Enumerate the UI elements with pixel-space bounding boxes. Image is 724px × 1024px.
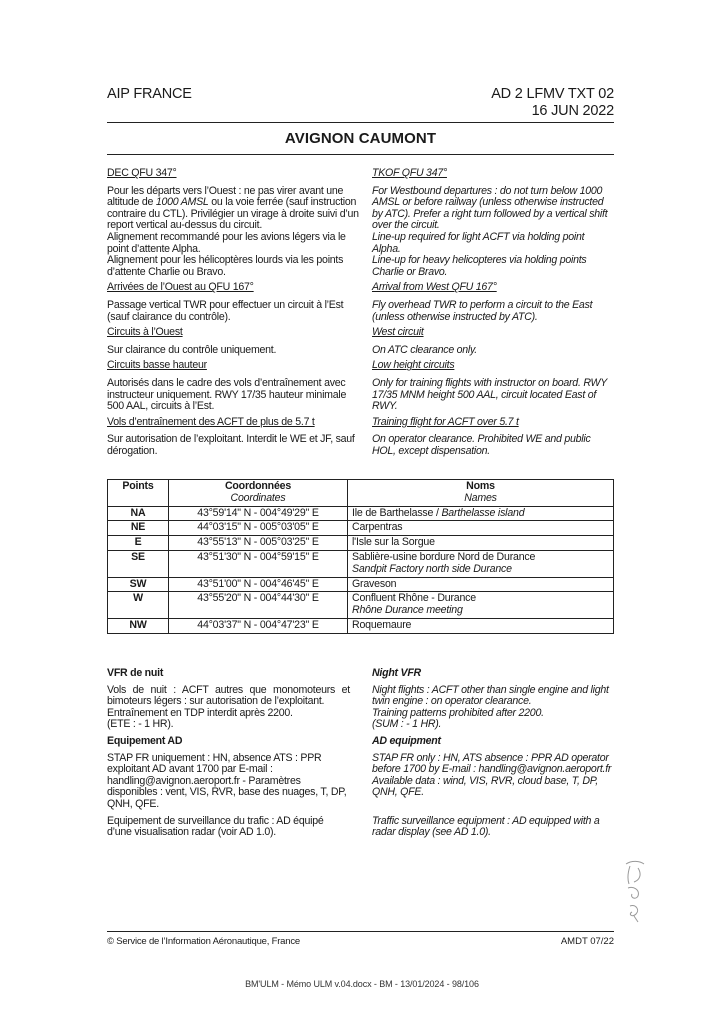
low-circuit-title-fr: Circuits basse hauteur <box>107 359 207 372</box>
training-title-en: Training flight for ACFT over 5.7 t <box>372 415 519 428</box>
dec-title-en: TKOF QFU 347° <box>372 167 447 179</box>
table-row <box>108 550 614 577</box>
west-circuit-text-en: On ATC clearance only. <box>372 343 477 356</box>
surveillance-text-fr: Equipement de surveillance du trafic : AD équipé d’une visualisation radar (voir AD 1.0). <box>107 814 324 839</box>
equipment-text-fr: STAP FR uniquement : HN, absence ATS : PPR exploitant AD avant 1700 par E-mail : handling@avignon.aeroport.fr - Paramètres disponibles : vent, VIS, RVR, base des nuages, T, DP, QNH, QFE. <box>107 751 347 810</box>
point-name: Roquemaure <box>348 618 614 633</box>
header-points: Points <box>108 480 169 507</box>
table-row <box>108 577 614 592</box>
title-rule <box>107 154 614 155</box>
point-name: Carpentras <box>348 521 614 536</box>
night-title-fr: VFR de nuit <box>107 667 164 679</box>
page-title: AVIGNON CAUMONT <box>284 130 437 147</box>
publication-name: AIP FRANCE <box>107 86 192 102</box>
night-title-en: Night VFR <box>372 667 421 679</box>
equipment-title-fr: Equipement AD <box>107 734 183 747</box>
copyright: © Service de l’Information Aéronautique, France <box>107 936 300 947</box>
header-names: Noms Names <box>348 480 614 507</box>
amendment-number: AMDT 07/22 <box>560 936 614 947</box>
footer-rule <box>107 931 614 932</box>
equipment-title-en: AD equipment <box>372 734 441 747</box>
dec-title-fr: DEC QFU 347° <box>107 167 177 179</box>
night-text-en: Night flights : ACFT other than single engine and light twin engine : on operator clearance. Training patterns prohibited after 2200. (SUM : - 1 HR). <box>372 683 609 731</box>
dec-fr-para-1: Pour les départs vers l’Ouest : ne pas virer avant une altitude de 1000 AMSL ou la voie ferrée (sauf instruction contraire du CTL). Privilégier un virage à droite suivi d’un report vertical au-dessus du circuit. <box>107 184 359 232</box>
table-row <box>108 506 614 521</box>
point-coordinates: 43°59'14" N - 004°49'29" E <box>169 506 348 521</box>
point-coordinates: 43°55'13" N - 005°03'25" E <box>169 536 348 551</box>
surveillance-text-en: Traffic surveillance equipment : AD equipped with a radar display (see AD 1.0). <box>372 814 600 839</box>
reporting-points-table <box>107 479 614 634</box>
low-circuit-title-en: Low height circuits <box>372 359 455 372</box>
header-coordinates: Coordonnées Coordinates <box>169 480 348 507</box>
point-id: SW <box>108 577 169 592</box>
table-header-row <box>108 480 614 507</box>
point-name: Sablière-usine bordure Nord de Durance Sandpit Factory north side Durance <box>348 550 614 577</box>
west-circuit-text-fr: Sur clairance du contrôle uniquement. <box>107 343 277 356</box>
point-id: NE <box>108 521 169 536</box>
dec-text-en <box>372 186 614 279</box>
table-row <box>108 536 614 551</box>
arrival-title-fr: Arrivées de l’Ouest au QFU 167° <box>107 281 254 294</box>
night-text-fr: Vols de nuit : ACFT autres que monomoteurs et bimoteurs légers : sur autorisation de l’exploitant. Entraînement en TDP interdit après 2200. (ETE : - 1 HR). <box>107 683 350 731</box>
document-reference <box>491 86 614 120</box>
arrival-text-fr: Passage vertical TWR pour effectuer un circuit à l’Est (sauf clairance du contrôle). <box>107 298 344 323</box>
arrival-text-en: Fly overhead TWR to perform a circuit to the East (unless otherwise instructed by ATC). <box>372 298 593 323</box>
equipment-text-en: STAP FR only : HN, ATS absence : PPR AD operator before 1700 by E-mail : handling@avignon.aeroport.fr Available data : wind, VIS, RVR, cloud base, T, DP, QNH, QFE. <box>372 751 612 799</box>
dec-fr-para-3: Alignement pour les hélicoptères lourds via les points d’attente Charlie ou Bravo. <box>107 254 344 278</box>
point-coordinates: 43°51'00" N - 004°46'45" E <box>169 577 348 592</box>
point-coordinates: 44°03'37" N - 004°47'23" E <box>169 618 348 633</box>
point-id: SE <box>108 550 169 577</box>
point-id: NW <box>108 618 169 633</box>
dec-text-fr <box>107 186 362 279</box>
document-date: 16 JUN 2022 <box>531 103 614 119</box>
table-row <box>108 521 614 536</box>
point-name: Ile de Barthelasse / Barthelasse island <box>348 506 614 521</box>
training-text-fr: Sur autorisation de l’exploitant. Interdit le WE et JF, sauf dérogation. <box>107 433 355 457</box>
training-text-en: On operator clearance. Prohibited WE and public HOL, except dispensation. <box>372 433 591 457</box>
point-coordinates: 43°51'30" N - 004°59'15" E <box>169 550 348 577</box>
west-circuit-title-en: West circuit <box>372 326 424 339</box>
point-name: l'Isle sur la Sorgue <box>348 536 614 551</box>
dec-en-para-1: For Westbound departures : do not turn below 1000 AMSL or before railway (unless otherwise instructed by ATC). Prefer a right turn followed by a vertical shift over the circuit. <box>372 184 608 232</box>
training-title-fr: Vols d’entraînement des ACFT de plus de 5.7 t <box>107 415 315 428</box>
point-coordinates: 44°03'15" N - 005°03'05" E <box>169 521 348 536</box>
procedures-section <box>107 168 614 460</box>
point-coordinates: 43°55'20" N - 004°44'30" E <box>169 592 348 619</box>
point-name: Graveson <box>348 577 614 592</box>
point-id: W <box>108 592 169 619</box>
dec-fr-para-2: Alignement recommandé pour les avions légers via le point d’attente Alpha. <box>107 230 346 255</box>
table-row <box>108 592 614 619</box>
point-id: NA <box>108 506 169 521</box>
document-code: AD 2 LFMV TXT 02 <box>491 86 614 102</box>
dec-en-para-3: Line-up for heavy helicopteres via holding points Charlie or Bravo. <box>372 254 587 278</box>
point-id: E <box>108 536 169 551</box>
handwritten-initials-icon <box>620 858 648 926</box>
west-circuit-title-fr: Circuits à l’Ouest <box>107 326 183 339</box>
low-circuit-text-en: Only for training flights with instructor on board. RWY 17/35 MNM height 500 AAL, circuit located East of RWY. <box>372 376 607 413</box>
header-rule <box>107 122 614 123</box>
document-footer-note: BM'ULM - Mémo ULM v.04.docx - BM - 13/01/2024 - 98/106 <box>245 979 479 989</box>
arrival-title-en: Arrival from West QFU 167° <box>372 281 497 294</box>
low-circuit-text-fr: Autorisés dans le cadre des vols d’entraînement avec instructeur uniquement. RWY 17/35 hauteur minimale 500 AAL, circuits à l’Est. <box>107 376 347 413</box>
night-vfr-section <box>107 668 614 839</box>
point-name: Confluent Rhône - Durance Rhône Durance meeting <box>348 592 614 619</box>
dec-en-para-2: Line-up required for light ACFT via holding point Alpha. <box>372 230 585 255</box>
table-row <box>108 618 614 633</box>
